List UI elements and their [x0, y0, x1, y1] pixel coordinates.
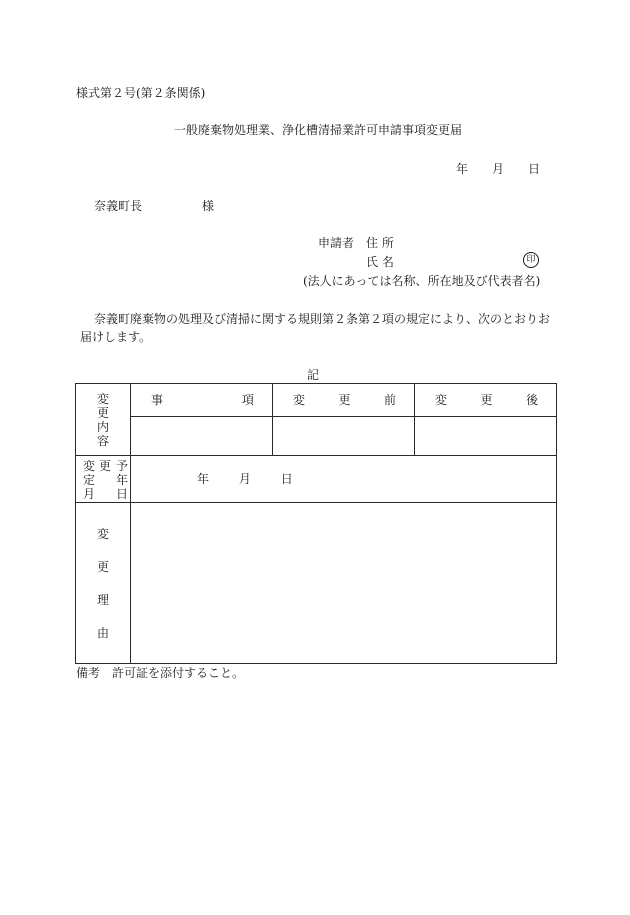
applicant-note: (法人にあっては名称、所在地及び代表者名) — [303, 274, 541, 288]
before-field[interactable] — [273, 417, 415, 456]
reason-char: 更 — [96, 559, 109, 574]
scheduled-date-char: 日 — [116, 487, 129, 501]
reason-label — [76, 503, 131, 664]
header-after-char: 変 — [435, 393, 448, 407]
ki-heading: 記 — [307, 368, 320, 382]
scheduled-date-char: 予 — [116, 459, 129, 473]
scheduled-date-field[interactable] — [131, 456, 557, 503]
change-content-char: 容 — [96, 433, 109, 448]
scheduled-day: 日 — [280, 472, 293, 486]
applicant-label: 申請者 — [318, 236, 355, 250]
page-title: 一般廃棄物処理業、浄化槽清掃業許可申請事項変更届 — [174, 123, 463, 137]
header-after-char: 後 — [525, 393, 538, 407]
scheduled-date-label — [76, 456, 131, 503]
header-item-char: 項 — [241, 393, 254, 407]
form-number: 様式第２号(第２条関係) — [76, 86, 206, 100]
change-content-char: 変 — [96, 391, 109, 406]
reason-field[interactable] — [131, 503, 557, 664]
header-before-char: 変 — [293, 393, 306, 407]
remarks: 備考 許可証を添付すること。 — [76, 666, 245, 680]
date-year: 年 — [456, 162, 469, 176]
scheduled-month: 月 — [238, 472, 251, 486]
header-before-char: 前 — [383, 393, 396, 407]
scheduled-date-char: 月 — [83, 487, 96, 501]
header-before-char: 更 — [338, 393, 351, 407]
header-after — [415, 384, 557, 417]
change-content-label — [76, 384, 131, 456]
scheduled-date-char: 年 — [116, 473, 129, 487]
addressee-name: 奈義町長 — [94, 199, 143, 213]
reason-char: 変 — [96, 526, 109, 541]
scheduled-date-char: 変 — [83, 459, 96, 473]
header-item — [131, 384, 273, 417]
body-text-line2: 届けします。 — [80, 330, 152, 344]
header-after-char: 更 — [480, 393, 493, 407]
after-field[interactable] — [415, 417, 557, 456]
change-content-char: 更 — [96, 405, 109, 420]
scheduled-date-char: 定 — [83, 473, 96, 487]
header-item-char: 事 — [151, 393, 164, 407]
addressee-honorific: 様 — [202, 199, 215, 213]
scheduled-date-char: 更 — [99, 459, 112, 473]
body-text-line1: 奈義町廃棄物の処理及び清掃に関する規則第２条第２項の規定により、次のとおりお — [94, 312, 551, 326]
date-month: 月 — [492, 162, 505, 176]
change-table — [75, 383, 557, 664]
change-content-char: 内 — [96, 419, 109, 434]
seal-icon: 印 — [523, 252, 539, 268]
header-before — [273, 384, 415, 417]
reason-char: 理 — [96, 592, 109, 607]
item-field[interactable] — [131, 417, 273, 456]
applicant-address-label: 住 所 — [366, 236, 394, 250]
applicant-name-label: 氏 名 — [366, 255, 394, 269]
scheduled-year: 年 — [197, 472, 210, 486]
date-day: 日 — [528, 162, 541, 176]
reason-char: 由 — [96, 625, 109, 640]
